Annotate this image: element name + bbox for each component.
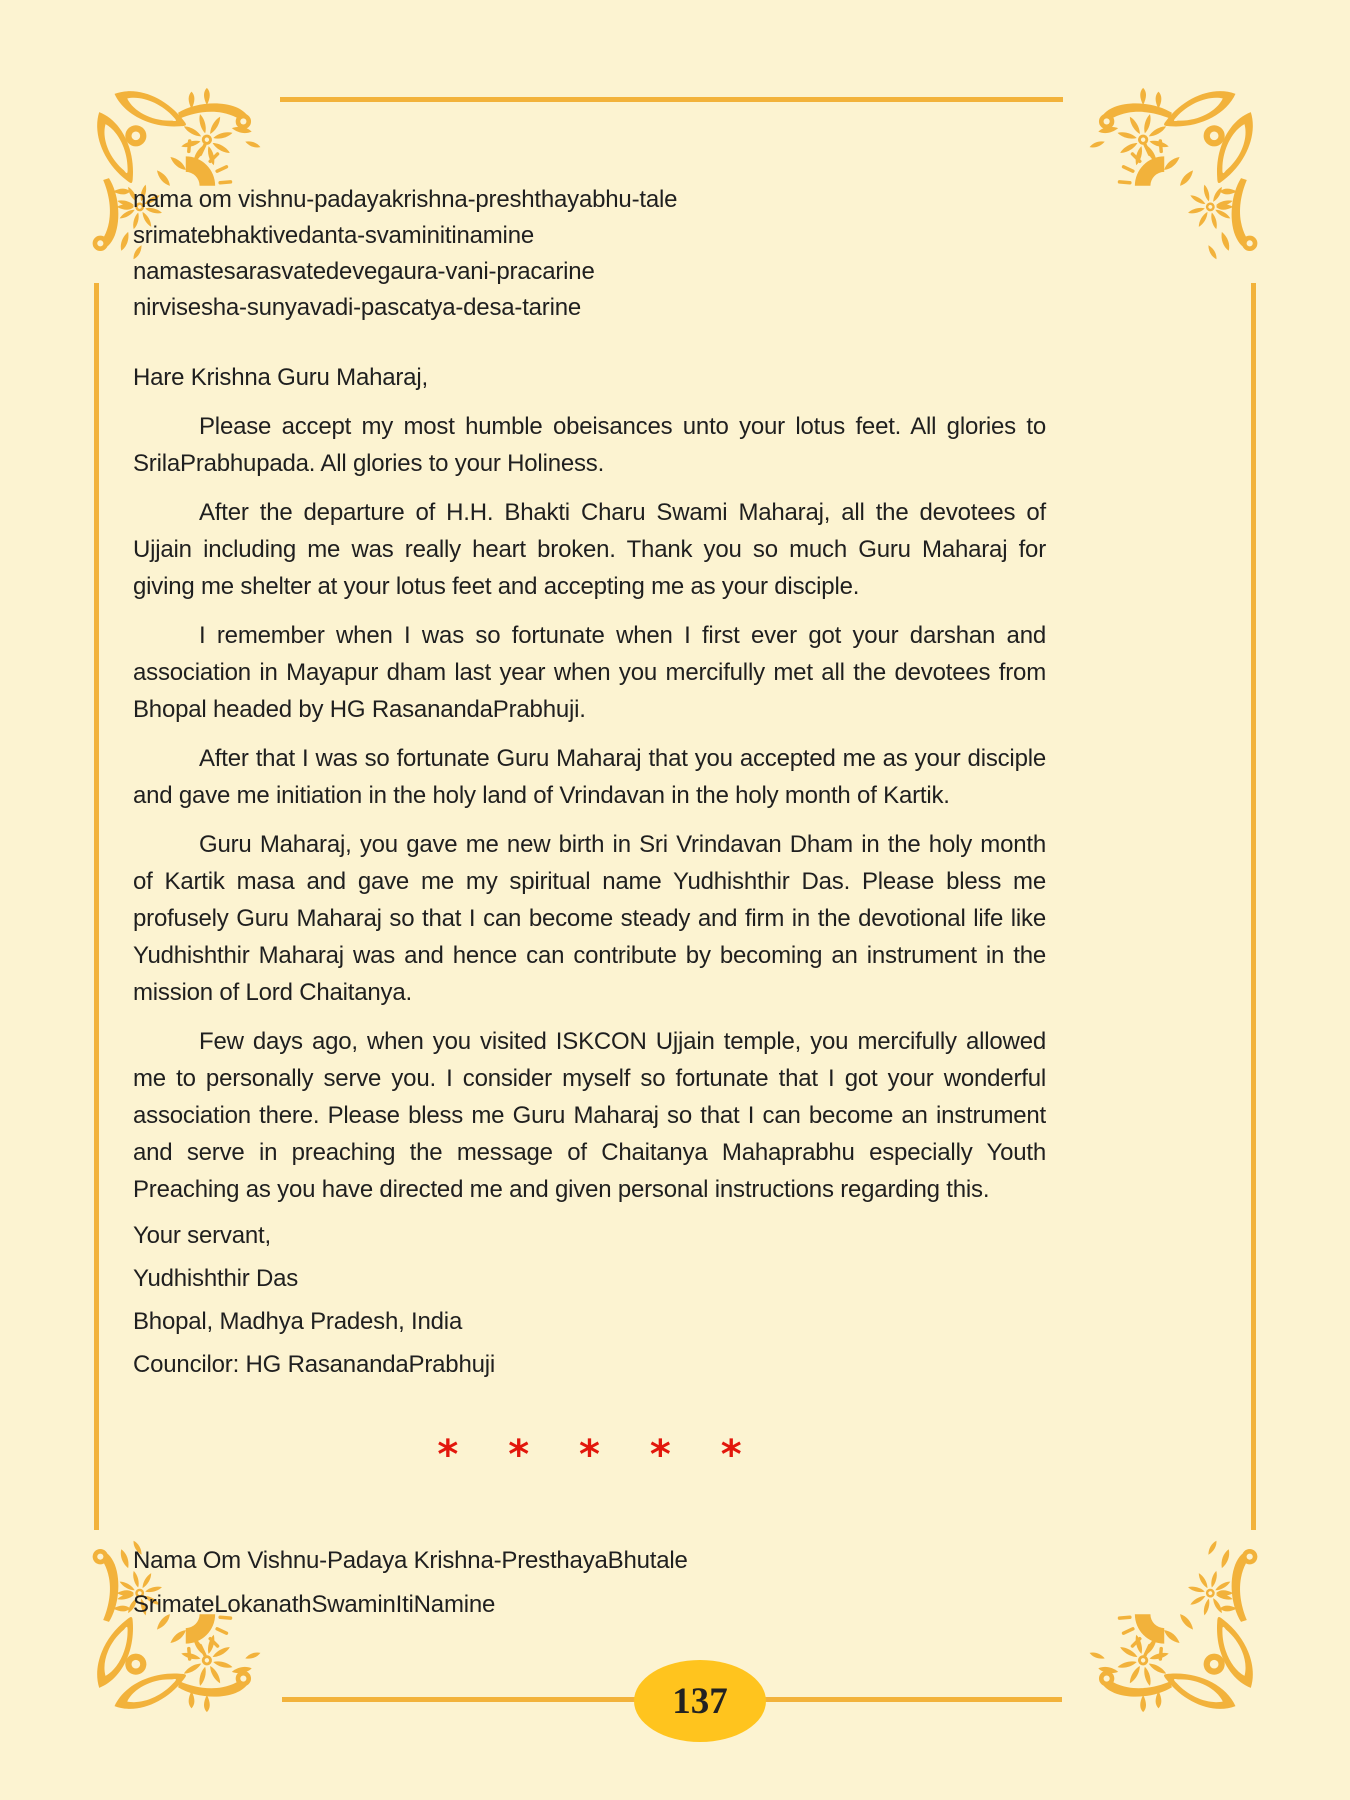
letter-paragraph: I remember when I was so fortunate when I first ever got your darshan and association in Mayapur dham last year when you mercifully met all the devotees from Bhopal headed by HG RasanandaPrabhuji. [133, 622, 1046, 723]
closing-line: Councilor: HG RasanandaPrabhuji [133, 1351, 496, 1378]
border-left-line [94, 283, 99, 1530]
invocation-line: SrimateLokanathSwaminItiNamine [133, 1591, 496, 1618]
letter-paragraph: After that I was so fortunate Guru Maharaj that you accepted me as your disciple and gave me initiation in the holy land of Vrindavan in the holy month of Kartik. [133, 745, 1046, 809]
letter-paragraph: After the departure of H.H. Bhakti Charu Swami Maharaj, all the devotees of Ujjain including me was really heart broken. Thank you so much Guru Maharaj for giving me shelter at your lotus feet and accepting me as your disciple. [133, 499, 1046, 600]
floral-corner-ornament-icon [1074, 84, 1266, 276]
letter-salutation: Hare Krishna Guru Maharaj, [133, 364, 428, 391]
asterisk-separator: * * * * * [437, 1432, 760, 1478]
page-number: 137 [672, 1680, 728, 1722]
page-number-badge [634, 1660, 766, 1742]
closing-line: Yudhishthir Das [133, 1265, 299, 1292]
letter-paragraph: Please accept my most humble obeisances unto your lotus feet. All glories to SrilaPrabhupada. All glories to your Holiness. [133, 413, 1046, 477]
letter-paragraph: Guru Maharaj, you gave me new birth in Sri Vrindavan Dham in the holy month of Kartik masa and gave me my spiritual name Yudhishthir Das. Please bless me profusely Guru Maharaj so that I can become steady and firm in the devotional life like Yudhishthir Maharaj was and hence can contribute by becoming an instrument in the mission of Lord Chaitanya. [133, 831, 1046, 1006]
floral-corner-ornament-icon [1074, 1524, 1266, 1716]
letter-signature-block [133, 1216, 1046, 1385]
letter-content [133, 182, 1046, 1627]
closing-line: Bhopal, Madhya Pradesh, India [133, 1308, 463, 1335]
invocation-line: srimatebhaktivedanta-svaminitinamine [133, 222, 534, 249]
closing-line: Your servant, [133, 1222, 271, 1249]
invocation-line: Nama Om Vishnu-Padaya Krishna-PresthayaBhutale [133, 1547, 688, 1574]
second-sanskrit-invocation [133, 1539, 1046, 1627]
invocation-line: nama om vishnu-padayakrishna-preshthayabhu-tale [133, 186, 678, 213]
border-right-line [1251, 283, 1256, 1530]
border-top-line [280, 97, 1063, 102]
letter-paragraph: Few days ago, when you visited ISKCON Ujjain temple, you mercifully allowed me to personally serve you. I consider myself so fortunate that I got your wonderful association there. Please bless me Guru Maharaj so that I can become an instrument and serve in preaching the message of Chaitanya Mahaprabhu especially Youth Preaching as you have directed me and given personal instructions regarding this. [133, 1028, 1046, 1203]
invocation-line: nirvisesha-sunyavadi-pascatya-desa-tarine [133, 294, 582, 321]
invocation-line: namastesarasvatedevegaura-vani-pracarine [133, 258, 595, 285]
sanskrit-invocation [133, 182, 1046, 326]
